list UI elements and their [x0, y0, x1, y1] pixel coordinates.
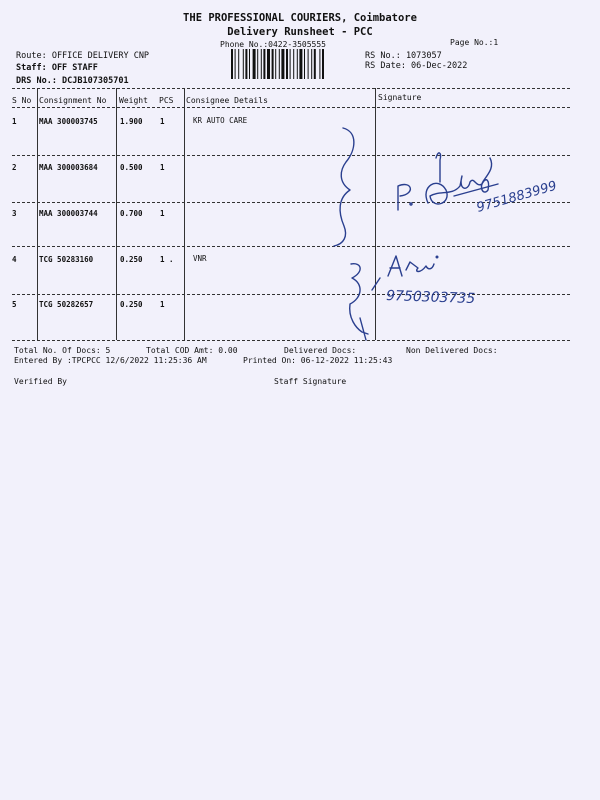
non-delivered-docs: Non Delivered Docs: — [406, 346, 498, 355]
barcode-bar — [293, 49, 294, 79]
row-pcs: 1 — [160, 209, 165, 218]
barcode-bar — [311, 49, 312, 79]
row-consignment: TCG 50282657 — [39, 300, 94, 309]
handwritten-phone-1: 9751883999 — [474, 178, 559, 216]
row-pcs: 1 — [160, 117, 165, 126]
barcode-bar — [286, 49, 288, 79]
row-consignee: VNR — [193, 254, 207, 263]
barcode-bar — [308, 49, 309, 79]
total-cod: Total COD Amt: 0.00 — [146, 346, 238, 355]
barcode — [231, 49, 361, 79]
verified-by: Verified By — [14, 377, 67, 386]
column-divider — [116, 88, 117, 340]
col-header-signature: Signature — [378, 93, 422, 102]
row-consignment: MAA 300003745 — [39, 117, 98, 126]
barcode-bar — [231, 49, 233, 79]
barcode-bar — [304, 49, 305, 79]
header-rule — [12, 107, 570, 108]
staff-label: Staff: OFF STAFF — [16, 63, 98, 73]
barcode-bar — [245, 49, 247, 79]
column-divider — [375, 88, 376, 340]
barcode-bar — [272, 49, 274, 79]
row-weight: 0.250 — [120, 255, 143, 264]
barcode-bar — [297, 49, 298, 79]
row-rule — [12, 202, 570, 203]
table-bottom-rule — [12, 340, 570, 341]
barcode-bar — [253, 49, 256, 79]
delivered-docs: Delivered Docs: — [284, 346, 357, 355]
rs-date: RS Date: 06-Dec-2022 — [365, 61, 468, 71]
row-sno: 3 — [12, 209, 17, 218]
total-docs: Total No. Of Docs: 5 — [14, 346, 111, 355]
page-number: Page No.:1 — [450, 38, 499, 47]
barcode-bar — [322, 49, 324, 79]
phone-number: Phone No.:0422-3505555 — [220, 40, 326, 49]
barcode-bar — [314, 49, 316, 79]
col-header-sno: S No — [12, 96, 32, 105]
row-rule — [12, 246, 570, 247]
row-weight: 0.500 — [120, 163, 143, 172]
barcode-bar — [279, 49, 280, 79]
row-pcs: 1 . — [160, 255, 174, 264]
row-pcs: 1 — [160, 163, 165, 172]
barcode-bar — [319, 49, 320, 79]
row-weight: 1.900 — [120, 117, 143, 126]
row-weight: 0.250 — [120, 300, 143, 309]
col-header-pcs: PCS — [159, 96, 174, 105]
drs-number: DRS No.: DCJB107305701 — [16, 76, 129, 86]
column-divider — [37, 88, 38, 340]
barcode-bar — [281, 49, 284, 79]
row-consignment: MAA 300003744 — [39, 209, 98, 218]
col-header-consignment: Consignment No — [39, 96, 107, 105]
barcode-bar — [263, 49, 265, 79]
barcode-bar — [257, 49, 258, 79]
staff-signature: Staff Signature — [274, 377, 347, 386]
col-header-weight: Weight — [119, 96, 148, 105]
col-header-consignee: Consignee Details — [186, 96, 268, 105]
barcode-bar — [235, 49, 236, 79]
row-weight: 0.700 — [120, 209, 143, 218]
row-sno: 1 — [12, 117, 17, 126]
barcode-bar — [243, 49, 244, 79]
barcode-bar — [238, 49, 239, 79]
company-title: THE PROFESSIONAL COURIERS, Coimbatore — [183, 12, 417, 24]
row-sno: 4 — [12, 255, 17, 264]
rs-number: RS No.: 1073057 — [365, 51, 442, 61]
barcode-bar — [261, 49, 262, 79]
document-title: Delivery Runsheet - PCC — [227, 26, 373, 38]
printed-on: Printed On: 06-12-2022 11:25:43 — [243, 356, 393, 365]
row-rule — [12, 155, 570, 156]
route-label: Route: OFFICE DELIVERY CNP — [16, 51, 150, 61]
barcode-bar — [290, 49, 291, 79]
handwritten-phone-2: 9750303735 — [385, 288, 476, 308]
row-pcs: 1 — [160, 300, 165, 309]
row-sno: 2 — [12, 163, 17, 172]
table-top-rule — [12, 88, 570, 89]
column-divider — [184, 88, 185, 340]
row-rule — [12, 294, 570, 295]
row-consignee: KR AUTO CARE — [193, 116, 248, 125]
barcode-bar — [299, 49, 302, 79]
entered-by: Entered By :TPCPCC 12/6/2022 11:25:36 AM — [14, 356, 207, 365]
barcode-bar — [249, 49, 250, 79]
barcode-bar — [275, 49, 276, 79]
row-consignment: MAA 300003684 — [39, 163, 98, 172]
row-consignment: TCG 50283160 — [39, 255, 94, 264]
barcode-bar — [267, 49, 270, 79]
row-sno: 5 — [12, 300, 17, 309]
